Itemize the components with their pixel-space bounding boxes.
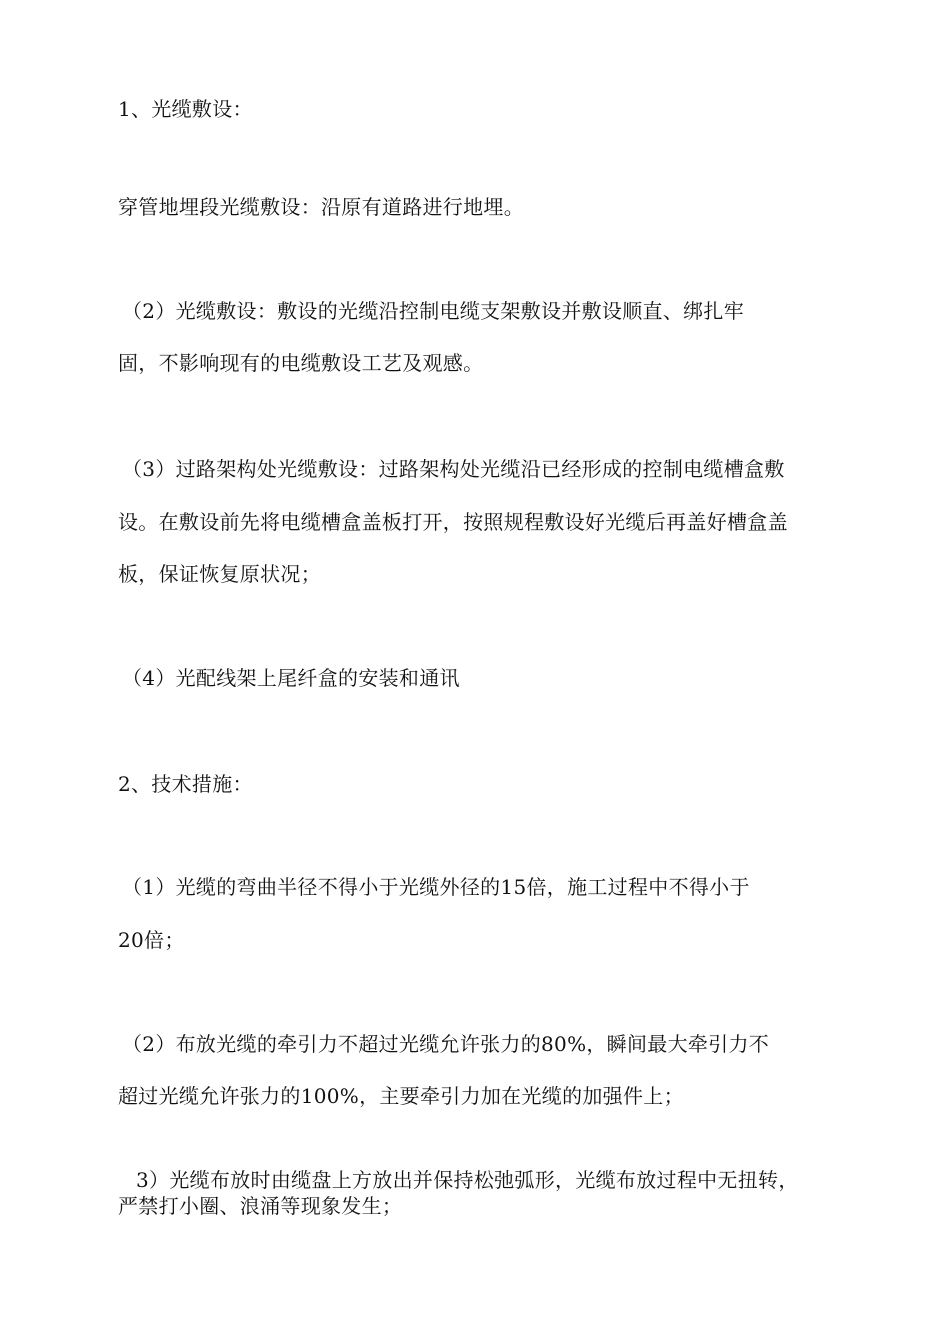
tech-measure-3-line-2: 严禁打小圈、浪涌等现象发生； [118,1194,403,1218]
tech-measure-3-line-1: 3）光缆布放时由缆盘上方放出并保持松弛弧形，光缆布放过程中无扭转， [136,1168,799,1192]
paragraph-buried-cable: 穿管地埋段光缆敷设：沿原有道路进行地埋。 [118,195,524,219]
paragraph-2-line-1: （2）光缆敷设：敷设的光缆沿控制电缆支架敷设并敷设顺直、绑扎牢 [122,299,745,323]
paragraph-2-line-2: 固，不影响现有的电缆敷设工艺及观感。 [118,351,484,375]
tech-measure-2-line-2: 超过光缆允许张力的100%，主要牵引力加在光缆的加强件上； [118,1084,684,1108]
tech-measure-2-line-1: （2）布放光缆的牵引力不超过光缆允许张力的80%，瞬间最大牵引力不 [122,1032,770,1056]
tech-measure-1-line-2: 20倍； [118,928,185,952]
paragraph-3-line-1: （3）过路架构处光缆敷设：过路架构处光缆沿已经形成的控制电缆槽盒敷 [122,457,785,481]
paragraph-3-line-2: 设。在敷设前先将电缆槽盒盖板打开，按照规程敷设好光缆后再盖好槽盒盖 [118,510,788,534]
section-1-heading: 1、光缆敷设： [118,97,253,121]
section-2-heading: 2、技术措施： [118,772,253,796]
paragraph-3-line-3: 板，保证恢复原状况； [118,562,321,586]
paragraph-4-line-1: （4）光配线架上尾纤盒的安装和通讯 [122,666,460,690]
tech-measure-1-line-1: （1）光缆的弯曲半径不得小于光缆外径的15倍，施工过程中不得小于 [122,875,750,899]
